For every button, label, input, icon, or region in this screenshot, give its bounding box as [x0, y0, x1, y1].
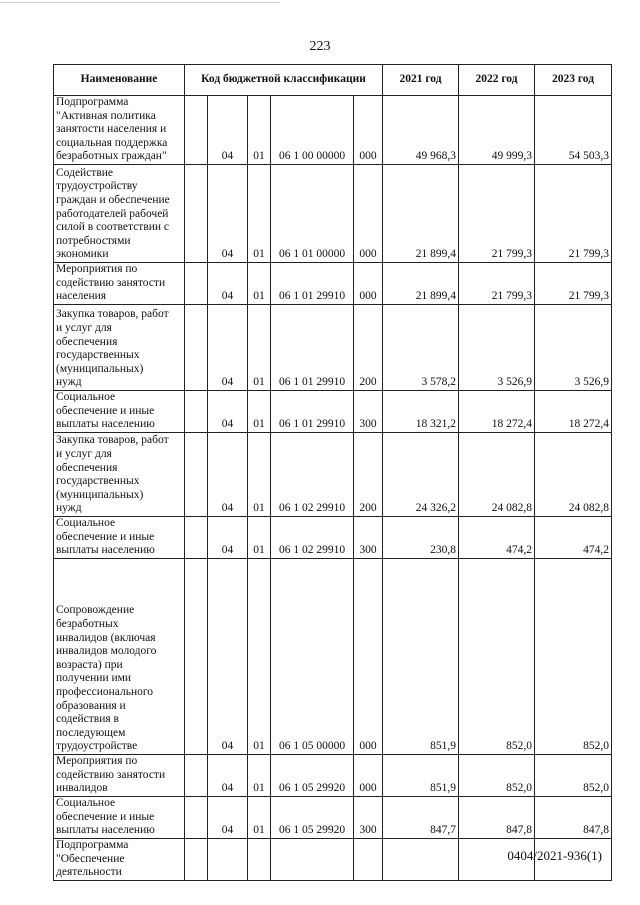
cell-expense-type: 000 — [354, 164, 383, 262]
cell-2023: 474,2 — [535, 516, 612, 558]
cell-name: Социальное обеспечение и иные выплаты населению — [54, 516, 185, 558]
cell-subsection: 01 — [248, 262, 271, 304]
cell-spacer — [185, 796, 208, 838]
cell-name: Закупка товаров, работ и услуг для обеспечения государственных (муниципальных) нужд — [54, 432, 185, 516]
cell-target-article: 06 1 02 29910 — [271, 516, 354, 558]
cell-name: Мероприятия по содействию занятости инвалидов — [54, 754, 185, 796]
cell-2023: 54 503,3 — [535, 96, 612, 165]
cell-2022: 852,0 — [459, 558, 535, 754]
table-row — [54, 96, 612, 165]
cell-2022: 474,2 — [459, 516, 535, 558]
cell-2023: 852,0 — [535, 754, 612, 796]
cell-target-article: 06 1 05 00000 — [271, 558, 354, 754]
cell-section: 04 — [208, 516, 248, 558]
cell-expense-type: 000 — [354, 754, 383, 796]
cell-2023: 21 799,3 — [535, 262, 612, 304]
cell-spacer — [185, 390, 208, 432]
cell-2023: 24 082,8 — [535, 432, 612, 516]
cell-2023: 847,8 — [535, 796, 612, 838]
table-row — [54, 164, 612, 262]
table-body — [54, 96, 612, 881]
cell-spacer — [185, 558, 208, 754]
cell-subsection: 01 — [248, 304, 271, 390]
cell-spacer — [185, 432, 208, 516]
cell-spacer — [185, 96, 208, 165]
cell-expense-type: 000 — [354, 558, 383, 754]
table-row — [54, 516, 612, 558]
cell-2022: 21 799,3 — [459, 262, 535, 304]
cell-name: Мероприятия по содействию занятости населения — [54, 262, 185, 304]
table-row — [54, 304, 612, 390]
page-number: 223 — [309, 39, 331, 54]
cell-section: 04 — [208, 262, 248, 304]
cell-section: 04 — [208, 796, 248, 838]
budget-table — [53, 64, 612, 881]
cell-name: Закупка товаров, работ и услуг для обеспечения государственных (муниципальных) нужд — [54, 304, 185, 390]
cell-name: Сопровождение безработных инвалидов (включая инвалидов молодого возраста) при получении ими профессионального образования и содействия в последующем трудоустройстве — [54, 558, 185, 754]
table-header-row — [54, 65, 612, 96]
cell-target-article: 06 1 00 00000 — [271, 96, 354, 165]
cell-subsection: 01 — [248, 390, 271, 432]
cell-2021: 851,9 — [383, 558, 459, 754]
cell-section — [208, 838, 248, 880]
cell-subsection: 01 — [248, 96, 271, 165]
cell-2023: 3 526,9 — [535, 304, 612, 390]
cell-2021: 230,8 — [383, 516, 459, 558]
cell-2021: 851,9 — [383, 754, 459, 796]
cell-2022: 21 799,3 — [459, 164, 535, 262]
cell-spacer — [185, 754, 208, 796]
cell-subsection: 01 — [248, 432, 271, 516]
table-row — [54, 558, 612, 754]
cell-target-article: 06 1 05 29920 — [271, 796, 354, 838]
cell-section: 04 — [208, 432, 248, 516]
cell-2021: 21 899,4 — [383, 262, 459, 304]
cell-subsection: 01 — [248, 796, 271, 838]
cell-2022: 49 999,3 — [459, 96, 535, 165]
scan-artifact-line — [0, 2, 280, 3]
cell-target-article: 06 1 01 00000 — [271, 164, 354, 262]
cell-subsection: 01 — [248, 516, 271, 558]
cell-name: Социальное обеспечение и иные выплаты населению — [54, 796, 185, 838]
cell-expense-type — [354, 838, 383, 880]
cell-2021: 847,7 — [383, 796, 459, 838]
cell-2022: 3 526,9 — [459, 304, 535, 390]
cell-2021: 24 326,2 — [383, 432, 459, 516]
cell-target-article — [271, 838, 354, 880]
cell-section: 04 — [208, 754, 248, 796]
cell-2022: 852,0 — [459, 754, 535, 796]
header-2022: 2022 год — [459, 65, 535, 96]
cell-section: 04 — [208, 96, 248, 165]
cell-name: Подпрограмма "Обеспечение деятельности — [54, 838, 185, 880]
document-code: 0404/2021-936(1) — [507, 848, 602, 863]
cell-2021: 49 968,3 — [383, 96, 459, 165]
cell-name: Подпрограмма "Активная политика занятости населения и социальная поддержка безработных граждан" — [54, 96, 185, 165]
cell-spacer — [185, 262, 208, 304]
cell-section: 04 — [208, 304, 248, 390]
cell-expense-type: 300 — [354, 796, 383, 838]
cell-2022: 24 082,8 — [459, 432, 535, 516]
cell-expense-type: 300 — [354, 390, 383, 432]
cell-subsection: 01 — [248, 754, 271, 796]
cell-section: 04 — [208, 390, 248, 432]
cell-2023: 852,0 — [535, 558, 612, 754]
cell-expense-type: 200 — [354, 432, 383, 516]
cell-2022: 18 272,4 — [459, 390, 535, 432]
header-2023: 2023 год — [535, 65, 612, 96]
cell-2023: 21 799,3 — [535, 164, 612, 262]
cell-spacer — [185, 304, 208, 390]
cell-target-article: 06 1 01 29910 — [271, 390, 354, 432]
cell-expense-type: 300 — [354, 516, 383, 558]
cell-2021 — [383, 838, 459, 880]
cell-2021: 21 899,4 — [383, 164, 459, 262]
cell-spacer — [185, 164, 208, 262]
header-2021: 2021 год — [383, 65, 459, 96]
header-code: Код бюджетной классификации — [185, 65, 383, 96]
cell-subsection: 01 — [248, 558, 271, 754]
cell-2022: 847,8 — [459, 796, 535, 838]
cell-2021: 18 321,2 — [383, 390, 459, 432]
cell-spacer — [185, 516, 208, 558]
cell-name: Социальное обеспечение и иные выплаты населению — [54, 390, 185, 432]
cell-expense-type: 000 — [354, 96, 383, 165]
header-name: Наименование — [54, 65, 185, 96]
table-row — [54, 432, 612, 516]
cell-target-article: 06 1 02 29910 — [271, 432, 354, 516]
cell-section: 04 — [208, 164, 248, 262]
cell-target-article: 06 1 01 29910 — [271, 304, 354, 390]
cell-section: 04 — [208, 558, 248, 754]
cell-expense-type: 200 — [354, 304, 383, 390]
cell-target-article: 06 1 05 29920 — [271, 754, 354, 796]
table-row — [54, 390, 612, 432]
cell-spacer — [185, 838, 208, 880]
cell-subsection: 01 — [248, 164, 271, 262]
cell-target-article: 06 1 01 29910 — [271, 262, 354, 304]
table-row — [54, 796, 612, 838]
table-row — [54, 262, 612, 304]
cell-subsection — [248, 838, 271, 880]
cell-expense-type: 000 — [354, 262, 383, 304]
cell-2021: 3 578,2 — [383, 304, 459, 390]
cell-2023: 18 272,4 — [535, 390, 612, 432]
table-row — [54, 754, 612, 796]
cell-name: Содействие трудоустройству граждан и обеспечение работодателей рабочей силой в соответствии с потребностями экономики — [54, 164, 185, 262]
